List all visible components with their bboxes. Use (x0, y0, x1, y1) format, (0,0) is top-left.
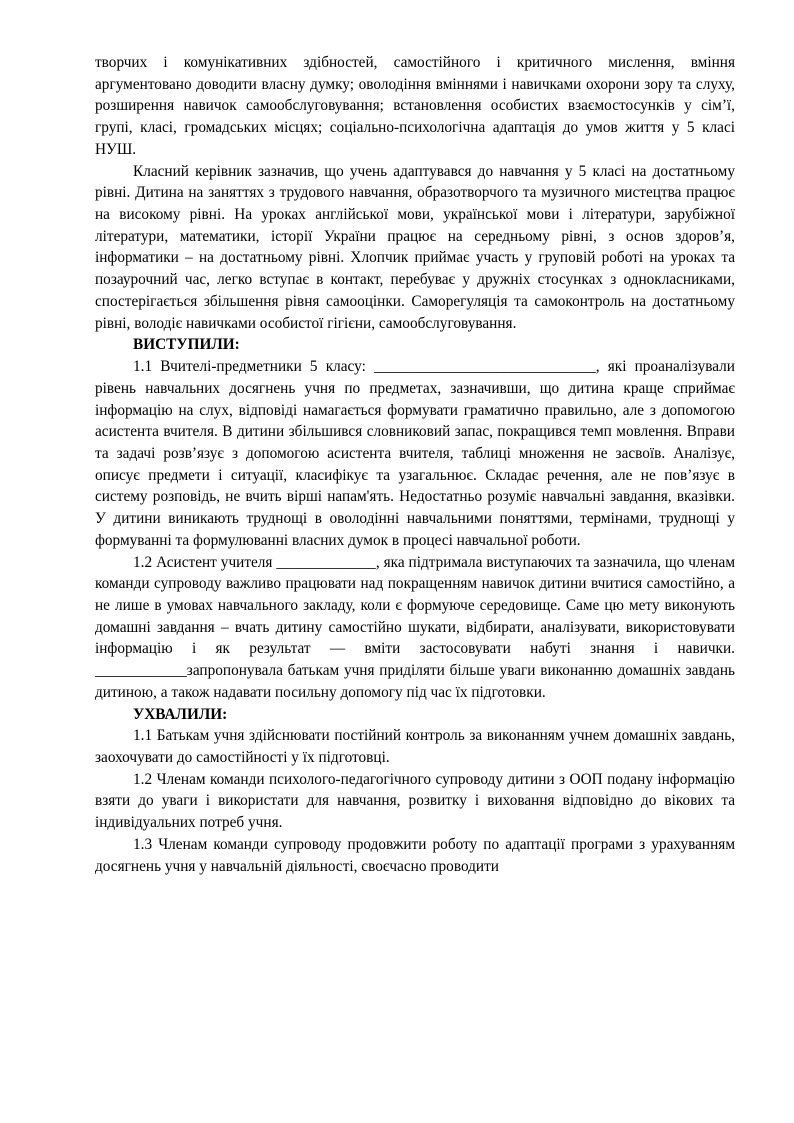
paragraph-class-teacher-report: Класний керівник зазначив, що учень адаптувався до навчання у 5 класі на достатньому рівні. Дитина на заняттях з трудового навчання, образотворчого та музичного мистецтва працює на високому рівні. На уроках англійської мови, української мови і літератури, зарубіжної літератури, математики, історії України працює на середньому рівні, з основ здоров’я, інформатики – на достатньому рівні. Хлопчик приймає участь у груповій роботі на уроках та позаурочний час, легко вступає в контакт, перебуває у дружніх стосунках з однокласниками, спостерігається збільшення рівня самооцінки. Саморегуляція та самоконтроль на достатньому рівні, володіє навичками особистої гігієни, самообслуговування. (95, 162, 735, 332)
list-item-2-1-number: 1.1 (133, 727, 153, 745)
list-item-1-2-number: 1.2 (133, 553, 153, 571)
list-item-2-3-text: Членам команди супроводу продовжити роботу по адаптації програми з урахуванням досягнень учня у навчальній діяльності, своєчасно проводити (95, 835, 735, 875)
list-item-2-2-number: 1.2 (133, 770, 153, 788)
document-body (95, 52, 735, 877)
list-item-2-1-text: Батькам учня здійснювати постійний контроль за виконанням учнем домашніх завдань, заохочувати до самостійності у їх підготовці. (95, 727, 736, 766)
list-item-1-1 (95, 356, 735, 551)
list-item-1-2 (95, 552, 735, 704)
list-item-2-3 (95, 834, 735, 877)
paragraph-intro-continued: творчих і комунікативних здібностей, самостійного і критичного мислення, вміння аргументовано доводити власну думку; оволодіння вміннями і навичками охорони зору та слуху, розширення навичок самообслуговування; встановлення особистих взаємостосунків у сім’ї, групі, класі, громадських місцях; соціально-психологічна адаптація до умов життя у 5 класі НУШ. (95, 54, 735, 158)
list-item-2-2 (95, 769, 735, 834)
section-heading-vystupyly: ВИСТУПИЛИ: (133, 336, 240, 354)
section-heading-uhvalyly: УХВАЛИЛИ: (133, 705, 228, 723)
list-item-1-1-number: 1.1 (133, 358, 153, 376)
list-item-2-2-text: Членам команди психолого-педагогічного супроводу дитини з ООП подану інформацію взяти до уваги і використати для навчання, розвитку і виховання відповідно до вікових та індивідуальних потреб учня. (95, 770, 735, 832)
list-item-2-1 (95, 725, 735, 768)
list-item-1-2-text: Асистент учителя _____________, яка підтримала виступаючих та зазначила, що членам команди супроводу важливо працювати над покращенням навичок дитини вчитися самостійно, а не лише в умовах навчального закладу, коли є формуюче середовище. Саме цю мету виконують домашні завдання – вчать дитину самостійно шукати, відбирати, аналізувати, використовувати інформацію і як результат — вміти застосовувати набуті знання і навички. ____________запропонувала батькам учня приділяти більше уваги виконанню домашніх завдань дитиною, а також надавати посильну допомогу під час їх підготовки. (95, 553, 736, 701)
list-item-1-1-text: Вчителі-предметники 5 класу: _____________________________, які проаналізували рівень навчальних досягнень учня по предметах, зазначивши, що дитина краще сприймає інформацію на слух, відповіді намагається формувати граматично правильно, але з допомогою асистента вчителя. В дитини збільшився словниковий запас, покращився темп мовлення. Вправи та задачі розв’язує з допомогою асистента вчителя, таблиці множення не засвоїв. Аналізує, описує предмети і ситуації, класифікує та узагальнює. Складає речення, але не пов’язує в систему розповідь, не вчить вірші напам'ять. Недостатньо розуміє навчальні завдання, вказівки. У дитини виникають труднощі в оволодінні навчальними поняттями, термінами, труднощі у формуванні та формулюванні власних думок в процесі навчальної роботи. (95, 358, 735, 549)
list-item-2-3-number: 1.3 (133, 835, 153, 853)
